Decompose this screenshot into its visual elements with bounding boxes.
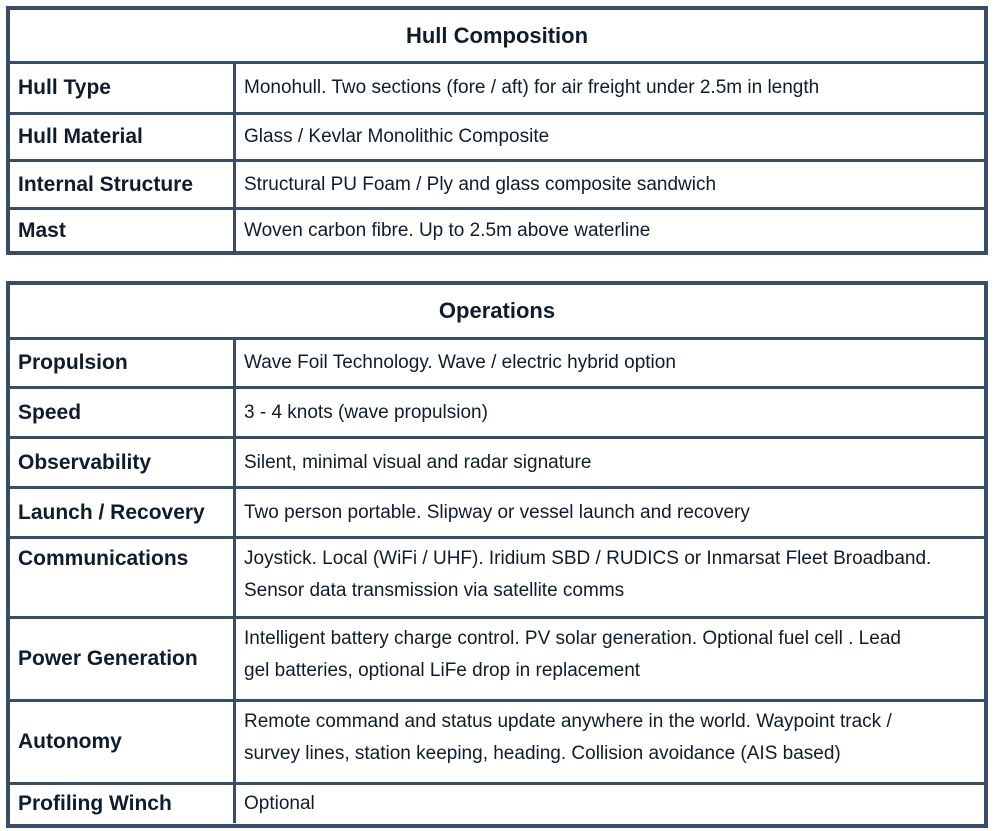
table-row [10, 785, 984, 823]
row-label: Propulsion [10, 340, 236, 386]
table-row [10, 439, 984, 489]
hull-composition-table [6, 6, 988, 255]
table-row [10, 162, 984, 210]
table-row [10, 619, 984, 702]
table-row [10, 539, 984, 619]
table-row [10, 340, 984, 389]
value-line: gel batteries, optional LiFe drop in replacement [244, 660, 641, 681]
row-value: 3 - 4 knots (wave propulsion) [244, 401, 488, 423]
value-line: Remote command and status update anywhere in the world. Waypoint track / [244, 711, 892, 732]
value-line: Joystick. Local (WiFi / UHF). Iridium SBD / RUDICS or Inmarsat Fleet Broadband. [244, 548, 932, 569]
table-row [10, 210, 984, 251]
table-row [10, 115, 984, 162]
row-label: Speed [10, 389, 236, 436]
value-line: survey lines, station keeping, heading. Collision avoidance (AIS based) [244, 743, 841, 764]
row-label: Mast [10, 210, 236, 251]
value-line: Intelligent battery charge control. PV solar generation. Optional fuel cell . Lead [244, 628, 901, 649]
row-value: Optional [244, 793, 315, 814]
table-row [10, 702, 984, 785]
row-label: Launch / Recovery [10, 489, 236, 536]
row-label: Autonomy [10, 702, 236, 782]
row-label: Profiling Winch [10, 785, 236, 823]
row-label: Communications [10, 539, 236, 616]
row-value: Two person portable. Slipway or vessel launch and recovery [244, 501, 750, 523]
row-label: Observability [10, 439, 236, 486]
operations-title: Operations [10, 285, 984, 340]
row-value: Glass / Kevlar Monolithic Composite [244, 126, 550, 147]
operations-table [6, 281, 988, 828]
value-line: Sensor data transmission via satellite comms [244, 580, 625, 601]
row-value: Monohull. Two sections (fore / aft) for air freight under 2.5m in length [244, 77, 820, 98]
row-label: Power Generation [10, 619, 236, 699]
row-label: Hull Material [10, 115, 236, 159]
row-value: Wave Foil Technology. Wave / electric hybrid option [244, 352, 676, 373]
hull-composition-title: Hull Composition [10, 10, 984, 64]
row-value: Woven carbon fibre. Up to 2.5m above waterline [244, 219, 651, 241]
table-row [10, 64, 984, 115]
row-value [236, 619, 984, 699]
row-value [236, 702, 984, 782]
row-value: Silent, minimal visual and radar signature [244, 451, 592, 473]
row-label: Hull Type [10, 64, 236, 112]
table-row [10, 389, 984, 439]
row-value: Structural PU Foam / Ply and glass composite sandwich [244, 173, 717, 195]
table-row [10, 489, 984, 539]
row-label: Internal Structure [10, 162, 236, 207]
row-value [236, 539, 984, 616]
